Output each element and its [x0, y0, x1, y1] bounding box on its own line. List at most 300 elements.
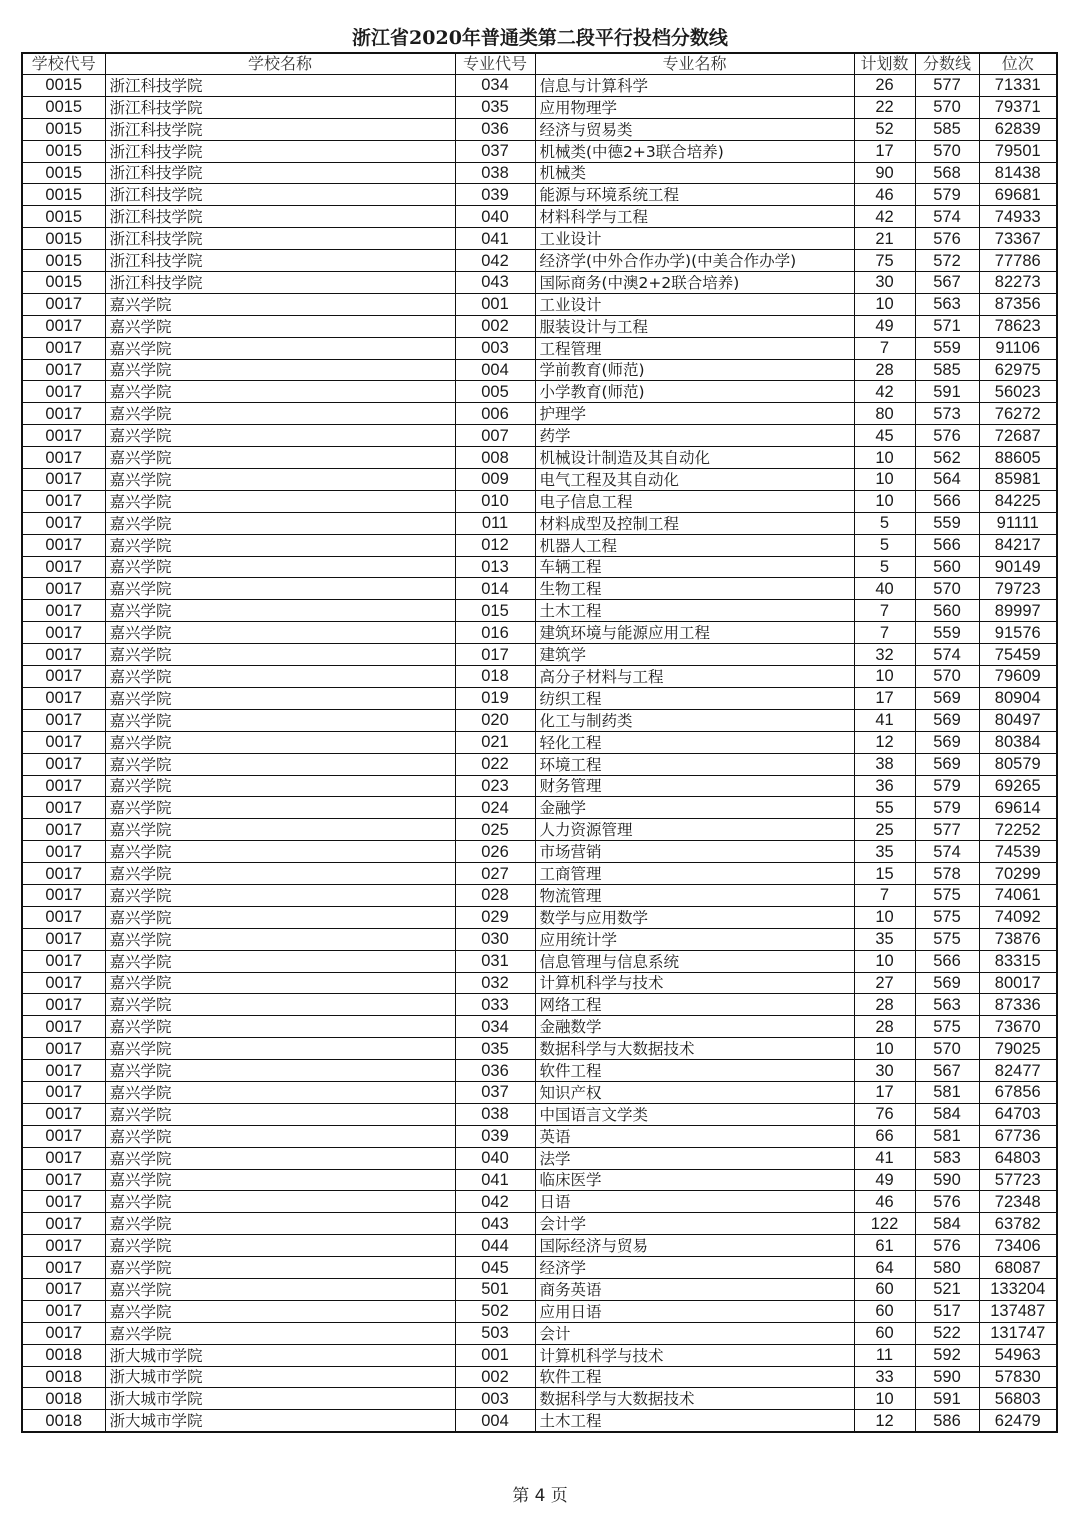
cell-rank: 76272 — [979, 403, 1057, 425]
cell-score-line: 578 — [915, 863, 979, 885]
cell-rank: 83315 — [979, 950, 1057, 972]
cell-school-name: 嘉兴学院 — [105, 381, 455, 403]
table-row — [22, 556, 1057, 578]
cell-rank: 64803 — [979, 1147, 1057, 1169]
cell-rank: 131747 — [979, 1322, 1057, 1344]
table-row — [22, 1235, 1057, 1257]
cell-plan-count: 7 — [854, 884, 915, 906]
table-row — [22, 600, 1057, 622]
table-row — [22, 775, 1057, 797]
cell-major-name: 车辆工程 — [535, 556, 854, 578]
cell-score-line: 584 — [915, 1103, 979, 1125]
cell-rank: 57830 — [979, 1366, 1057, 1388]
cell-major-name: 应用物理学 — [535, 96, 854, 118]
cell-plan-count: 40 — [854, 578, 915, 600]
table-row — [22, 359, 1057, 381]
table-row — [22, 819, 1057, 841]
cell-major-code: 501 — [455, 1278, 535, 1300]
table-row — [22, 1344, 1057, 1366]
table-row — [22, 381, 1057, 403]
cell-score-line: 585 — [915, 359, 979, 381]
table-row — [22, 972, 1057, 994]
cell-major-code: 013 — [455, 556, 535, 578]
cell-major-name: 财务管理 — [535, 775, 854, 797]
table-row — [22, 140, 1057, 162]
cell-school-code: 0017 — [22, 1038, 105, 1060]
cell-score-line: 562 — [915, 447, 979, 469]
cell-rank: 91111 — [979, 512, 1057, 534]
cell-major-name: 能源与环境系统工程 — [535, 184, 854, 206]
cell-major-code: 018 — [455, 666, 535, 688]
cell-rank: 74933 — [979, 206, 1057, 228]
cell-plan-count: 42 — [854, 206, 915, 228]
table-row — [22, 162, 1057, 184]
cell-score-line: 572 — [915, 250, 979, 272]
cell-plan-count: 90 — [854, 162, 915, 184]
cell-score-line: 579 — [915, 775, 979, 797]
cell-school-code: 0017 — [22, 1322, 105, 1344]
table-row — [22, 709, 1057, 731]
cell-major-code: 005 — [455, 381, 535, 403]
table-row — [22, 118, 1057, 140]
cell-school-name: 嘉兴学院 — [105, 1213, 455, 1235]
cell-score-line: 570 — [915, 666, 979, 688]
cell-major-name: 金融学 — [535, 797, 854, 819]
cell-major-code: 041 — [455, 1169, 535, 1191]
cell-plan-count: 26 — [854, 75, 915, 97]
cell-major-code: 040 — [455, 206, 535, 228]
cell-score-line: 583 — [915, 1147, 979, 1169]
cell-major-code: 001 — [455, 293, 535, 315]
cell-rank: 56023 — [979, 381, 1057, 403]
table-row — [22, 337, 1057, 359]
cell-school-name: 嘉兴学院 — [105, 753, 455, 775]
cell-school-name: 嘉兴学院 — [105, 863, 455, 885]
cell-major-name: 市场营销 — [535, 841, 854, 863]
cell-school-code: 0017 — [22, 1103, 105, 1125]
header-rank: 位次 — [979, 53, 1057, 75]
cell-plan-count: 12 — [854, 731, 915, 753]
cell-school-code: 0017 — [22, 381, 105, 403]
cell-major-code: 037 — [455, 140, 535, 162]
cell-plan-count: 76 — [854, 1103, 915, 1125]
cell-school-code: 0015 — [22, 228, 105, 250]
cell-plan-count: 10 — [854, 1388, 915, 1410]
cell-school-code: 0017 — [22, 469, 105, 491]
table-row — [22, 1322, 1057, 1344]
cell-score-line: 574 — [915, 644, 979, 666]
cell-rank: 79371 — [979, 96, 1057, 118]
cell-school-code: 0017 — [22, 315, 105, 337]
cell-school-name: 浙江科技学院 — [105, 184, 455, 206]
cell-major-name: 经济学(中外合作办学)(中美合作办学) — [535, 250, 854, 272]
cell-major-code: 004 — [455, 359, 535, 381]
header-score-line: 分数线 — [915, 53, 979, 75]
cell-school-code: 0017 — [22, 950, 105, 972]
table-row — [22, 1016, 1057, 1038]
cell-score-line: 563 — [915, 994, 979, 1016]
cell-rank: 73367 — [979, 228, 1057, 250]
cell-school-name: 嘉兴学院 — [105, 556, 455, 578]
cell-plan-count: 22 — [854, 96, 915, 118]
cell-school-name: 嘉兴学院 — [105, 1016, 455, 1038]
table-row — [22, 1300, 1057, 1322]
cell-school-name: 嘉兴学院 — [105, 425, 455, 447]
table-row — [22, 1060, 1057, 1082]
cell-rank: 79723 — [979, 578, 1057, 600]
cell-major-name: 信息管理与信息系统 — [535, 950, 854, 972]
cell-rank: 79501 — [979, 140, 1057, 162]
cell-major-name: 电子信息工程 — [535, 490, 854, 512]
cell-plan-count: 10 — [854, 666, 915, 688]
cell-school-code: 0017 — [22, 556, 105, 578]
cell-plan-count: 66 — [854, 1125, 915, 1147]
cell-school-code: 0017 — [22, 644, 105, 666]
cell-major-code: 029 — [455, 906, 535, 928]
table-row — [22, 1410, 1057, 1432]
cell-rank: 62479 — [979, 1410, 1057, 1432]
table-row — [22, 403, 1057, 425]
cell-school-code: 0017 — [22, 972, 105, 994]
cell-major-code: 502 — [455, 1300, 535, 1322]
table-row — [22, 1191, 1057, 1213]
cell-school-code: 0018 — [22, 1410, 105, 1432]
header-major-name: 专业名称 — [535, 53, 854, 75]
cell-rank: 73406 — [979, 1235, 1057, 1257]
cell-school-name: 嘉兴学院 — [105, 447, 455, 469]
cell-rank: 84225 — [979, 490, 1057, 512]
cell-plan-count: 7 — [854, 622, 915, 644]
cell-major-name: 护理学 — [535, 403, 854, 425]
table-row — [22, 75, 1057, 97]
cell-school-code: 0017 — [22, 578, 105, 600]
cell-major-name: 英语 — [535, 1125, 854, 1147]
cell-major-name: 机械设计制造及其自动化 — [535, 447, 854, 469]
cell-rank: 80579 — [979, 753, 1057, 775]
cell-score-line: 567 — [915, 1060, 979, 1082]
cell-major-name: 临床医学 — [535, 1169, 854, 1191]
cell-major-code: 002 — [455, 315, 535, 337]
cell-major-name: 机器人工程 — [535, 534, 854, 556]
table-row — [22, 534, 1057, 556]
cell-school-name: 嘉兴学院 — [105, 841, 455, 863]
cell-rank: 69614 — [979, 797, 1057, 819]
cell-major-code: 014 — [455, 578, 535, 600]
cell-score-line: 575 — [915, 928, 979, 950]
table-row — [22, 731, 1057, 753]
cell-rank: 88605 — [979, 447, 1057, 469]
cell-major-name: 国际经济与贸易 — [535, 1235, 854, 1257]
table-row — [22, 1278, 1057, 1300]
cell-plan-count: 28 — [854, 359, 915, 381]
cell-major-code: 004 — [455, 1410, 535, 1432]
cell-score-line: 580 — [915, 1257, 979, 1279]
table-row — [22, 928, 1057, 950]
cell-major-name: 会计学 — [535, 1213, 854, 1235]
cell-school-name: 浙江科技学院 — [105, 118, 455, 140]
cell-score-line: 574 — [915, 206, 979, 228]
table-row — [22, 1103, 1057, 1125]
cell-major-code: 042 — [455, 1191, 535, 1213]
cell-score-line: 559 — [915, 622, 979, 644]
cell-school-code: 0015 — [22, 118, 105, 140]
header-school-code: 学校代号 — [22, 53, 105, 75]
cell-score-line: 559 — [915, 337, 979, 359]
table-body — [22, 75, 1057, 1433]
cell-score-line: 576 — [915, 425, 979, 447]
cell-plan-count: 17 — [854, 687, 915, 709]
cell-rank: 80017 — [979, 972, 1057, 994]
cell-score-line: 576 — [915, 1235, 979, 1257]
cell-major-code: 021 — [455, 731, 535, 753]
cell-score-line: 569 — [915, 972, 979, 994]
cell-school-code: 0017 — [22, 337, 105, 359]
cell-major-code: 001 — [455, 1344, 535, 1366]
cell-score-line: 570 — [915, 96, 979, 118]
cell-plan-count: 46 — [854, 184, 915, 206]
cell-major-name: 日语 — [535, 1191, 854, 1213]
cell-rank: 69265 — [979, 775, 1057, 797]
cell-plan-count: 122 — [854, 1213, 915, 1235]
cell-plan-count: 21 — [854, 228, 915, 250]
cell-school-name: 浙江科技学院 — [105, 250, 455, 272]
cell-school-name: 嘉兴学院 — [105, 797, 455, 819]
cell-plan-count: 49 — [854, 315, 915, 337]
cell-score-line: 591 — [915, 381, 979, 403]
cell-school-name: 嘉兴学院 — [105, 1081, 455, 1103]
cell-rank: 64703 — [979, 1103, 1057, 1125]
cell-major-code: 025 — [455, 819, 535, 841]
cell-score-line: 584 — [915, 1213, 979, 1235]
cell-major-code: 006 — [455, 403, 535, 425]
table-row — [22, 797, 1057, 819]
cell-major-code: 040 — [455, 1147, 535, 1169]
cell-rank: 89997 — [979, 600, 1057, 622]
cell-plan-count: 60 — [854, 1322, 915, 1344]
cell-school-name: 浙江科技学院 — [105, 75, 455, 97]
cell-major-name: 会计 — [535, 1322, 854, 1344]
table-row — [22, 490, 1057, 512]
cell-major-name: 物流管理 — [535, 884, 854, 906]
cell-major-name: 软件工程 — [535, 1366, 854, 1388]
cell-major-code: 011 — [455, 512, 535, 534]
cell-major-name: 人力资源管理 — [535, 819, 854, 841]
cell-major-name: 国际商务(中澳2+2联合培养) — [535, 272, 854, 294]
cell-school-code: 0017 — [22, 994, 105, 1016]
cell-school-name: 嘉兴学院 — [105, 1300, 455, 1322]
table-row — [22, 1213, 1057, 1235]
cell-school-name: 嘉兴学院 — [105, 1278, 455, 1300]
page-title: 浙江省2020年普通类第二段平行投档分数线 — [352, 27, 728, 49]
cell-school-name: 嘉兴学院 — [105, 687, 455, 709]
cell-major-name: 数据科学与大数据技术 — [535, 1038, 854, 1060]
cell-major-name: 计算机科学与技术 — [535, 972, 854, 994]
cell-score-line: 569 — [915, 731, 979, 753]
cell-rank: 70299 — [979, 863, 1057, 885]
cell-major-code: 030 — [455, 928, 535, 950]
cell-major-code: 022 — [455, 753, 535, 775]
admission-score-table — [21, 52, 1058, 1433]
cell-school-name: 嘉兴学院 — [105, 1060, 455, 1082]
cell-plan-count: 17 — [854, 140, 915, 162]
cell-major-name: 机械类(中德2+3联合培养) — [535, 140, 854, 162]
table-row — [22, 1366, 1057, 1388]
cell-plan-count: 38 — [854, 753, 915, 775]
cell-plan-count: 32 — [854, 644, 915, 666]
cell-school-code: 0017 — [22, 600, 105, 622]
header-school-name: 学校名称 — [105, 53, 455, 75]
cell-school-name: 嘉兴学院 — [105, 819, 455, 841]
table-row — [22, 622, 1057, 644]
cell-school-name: 嘉兴学院 — [105, 950, 455, 972]
cell-school-code: 0017 — [22, 534, 105, 556]
cell-score-line: 574 — [915, 841, 979, 863]
cell-rank: 82477 — [979, 1060, 1057, 1082]
table-header-row — [22, 53, 1057, 75]
cell-school-code: 0017 — [22, 775, 105, 797]
cell-major-code: 033 — [455, 994, 535, 1016]
table-row — [22, 425, 1057, 447]
table-row — [22, 994, 1057, 1016]
cell-school-code: 0017 — [22, 1257, 105, 1279]
header-plan-count: 计划数 — [854, 53, 915, 75]
cell-score-line: 585 — [915, 118, 979, 140]
cell-major-code: 034 — [455, 75, 535, 97]
cell-school-code: 0017 — [22, 709, 105, 731]
cell-school-code: 0017 — [22, 1213, 105, 1235]
cell-score-line: 567 — [915, 272, 979, 294]
table-row — [22, 841, 1057, 863]
cell-score-line: 576 — [915, 228, 979, 250]
cell-major-code: 015 — [455, 600, 535, 622]
cell-school-name: 嘉兴学院 — [105, 359, 455, 381]
cell-school-code: 0018 — [22, 1366, 105, 1388]
cell-major-name: 服装设计与工程 — [535, 315, 854, 337]
cell-school-name: 嘉兴学院 — [105, 469, 455, 491]
cell-plan-count: 46 — [854, 1191, 915, 1213]
cell-school-code: 0017 — [22, 1300, 105, 1322]
cell-score-line: 591 — [915, 1388, 979, 1410]
cell-major-name: 金融数学 — [535, 1016, 854, 1038]
cell-school-name: 嘉兴学院 — [105, 775, 455, 797]
cell-major-name: 数学与应用数学 — [535, 906, 854, 928]
cell-plan-count: 12 — [854, 1410, 915, 1432]
cell-school-name: 浙大城市学院 — [105, 1344, 455, 1366]
cell-school-name: 浙江科技学院 — [105, 206, 455, 228]
table-row — [22, 753, 1057, 775]
cell-major-code: 043 — [455, 272, 535, 294]
cell-rank: 79025 — [979, 1038, 1057, 1060]
cell-major-code: 035 — [455, 96, 535, 118]
cell-major-name: 工业设计 — [535, 293, 854, 315]
cell-school-code: 0017 — [22, 1278, 105, 1300]
cell-rank: 74539 — [979, 841, 1057, 863]
cell-score-line: 521 — [915, 1278, 979, 1300]
cell-score-line: 577 — [915, 819, 979, 841]
cell-rank: 57723 — [979, 1169, 1057, 1191]
cell-school-code: 0017 — [22, 884, 105, 906]
cell-score-line: 566 — [915, 950, 979, 972]
cell-score-line: 575 — [915, 906, 979, 928]
cell-rank: 91106 — [979, 337, 1057, 359]
cell-major-name: 应用日语 — [535, 1300, 854, 1322]
cell-major-code: 036 — [455, 1060, 535, 1082]
cell-score-line: 590 — [915, 1169, 979, 1191]
cell-score-line: 586 — [915, 1410, 979, 1432]
cell-score-line: 563 — [915, 293, 979, 315]
cell-school-name: 嘉兴学院 — [105, 315, 455, 337]
cell-school-code: 0017 — [22, 1169, 105, 1191]
cell-plan-count: 75 — [854, 250, 915, 272]
cell-rank: 72348 — [979, 1191, 1057, 1213]
cell-major-name: 建筑环境与能源应用工程 — [535, 622, 854, 644]
cell-plan-count: 10 — [854, 490, 915, 512]
cell-score-line: 590 — [915, 1366, 979, 1388]
cell-major-code: 009 — [455, 469, 535, 491]
cell-plan-count: 61 — [854, 1235, 915, 1257]
cell-school-name: 嘉兴学院 — [105, 578, 455, 600]
cell-plan-count: 30 — [854, 272, 915, 294]
cell-major-code: 039 — [455, 1125, 535, 1147]
cell-school-code: 0015 — [22, 140, 105, 162]
cell-major-code: 020 — [455, 709, 535, 731]
cell-plan-count: 60 — [854, 1300, 915, 1322]
table-row — [22, 1257, 1057, 1279]
cell-rank: 137487 — [979, 1300, 1057, 1322]
cell-plan-count: 60 — [854, 1278, 915, 1300]
cell-rank: 56803 — [979, 1388, 1057, 1410]
cell-school-name: 嘉兴学院 — [105, 600, 455, 622]
cell-major-name: 经济学 — [535, 1257, 854, 1279]
cell-school-code: 0017 — [22, 1060, 105, 1082]
cell-score-line: 522 — [915, 1322, 979, 1344]
cell-plan-count: 10 — [854, 293, 915, 315]
cell-major-code: 503 — [455, 1322, 535, 1344]
cell-school-name: 嘉兴学院 — [105, 534, 455, 556]
cell-school-code: 0017 — [22, 928, 105, 950]
cell-school-code: 0017 — [22, 753, 105, 775]
cell-school-code: 0017 — [22, 425, 105, 447]
cell-school-code: 0017 — [22, 687, 105, 709]
table-row — [22, 96, 1057, 118]
cell-major-name: 电气工程及其自动化 — [535, 469, 854, 491]
cell-plan-count: 35 — [854, 928, 915, 950]
cell-rank: 62975 — [979, 359, 1057, 381]
cell-score-line: 559 — [915, 512, 979, 534]
cell-school-code: 0015 — [22, 184, 105, 206]
cell-rank: 74092 — [979, 906, 1057, 928]
cell-rank: 54963 — [979, 1344, 1057, 1366]
cell-score-line: 570 — [915, 140, 979, 162]
cell-plan-count: 28 — [854, 994, 915, 1016]
cell-major-code: 023 — [455, 775, 535, 797]
cell-rank: 72252 — [979, 819, 1057, 841]
cell-school-name: 嘉兴学院 — [105, 293, 455, 315]
cell-plan-count: 27 — [854, 972, 915, 994]
cell-plan-count: 7 — [854, 337, 915, 359]
cell-major-name: 学前教育(师范) — [535, 359, 854, 381]
cell-major-name: 纺织工程 — [535, 687, 854, 709]
cell-major-name: 轻化工程 — [535, 731, 854, 753]
cell-school-code: 0015 — [22, 250, 105, 272]
cell-major-code: 003 — [455, 337, 535, 359]
cell-school-name: 嘉兴学院 — [105, 1191, 455, 1213]
cell-school-name: 嘉兴学院 — [105, 644, 455, 666]
cell-school-name: 嘉兴学院 — [105, 1125, 455, 1147]
cell-major-name: 土木工程 — [535, 600, 854, 622]
cell-score-line: 517 — [915, 1300, 979, 1322]
cell-score-line: 566 — [915, 534, 979, 556]
